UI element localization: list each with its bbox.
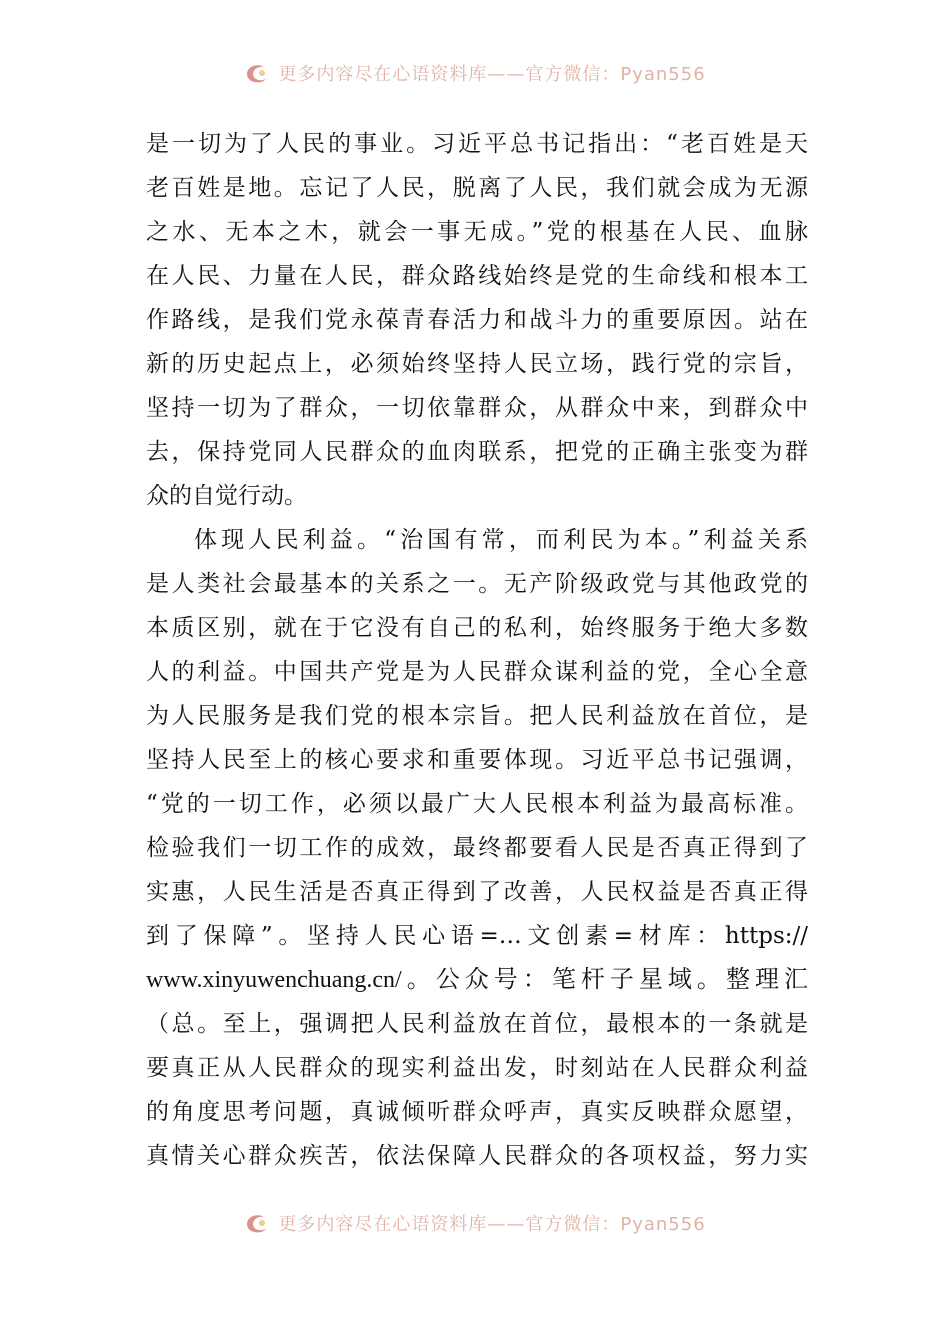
text-line: （总。至上，强调把人民利益放在首位，最根本的一条就是 [146,1011,808,1037]
text-line: 众的自觉行动。 [146,483,307,509]
text-line: 在人民、力量在人民，群众路线始终是党的生命线和根本工 [146,263,808,289]
text-line: 坚持人民至上的核心要求和重要体现。习近平总书记强调， [146,747,808,773]
text-line: 是人类社会最基本的关系之一。无产阶级政党与其他政党的 [146,571,808,597]
text-line: 新的历史起点上，必须始终坚持人民立场，践行党的宗旨， [146,351,808,377]
footer-watermark [0,1208,950,1238]
logo-icon [244,1210,270,1236]
text-line: www.xinyuwenchuang.cn/。公众号：笔杆子星域。整理汇 [146,967,808,993]
text-line: 本质区别，就在于它没有自己的私利，始终服务于绝大多数 [146,615,808,641]
text-line: 人的利益。中国共产党是为人民群众谋利益的党，全心全意 [146,659,808,685]
text-line: 要真正从人民群众的现实利益出发，时刻站在人民群众利益 [146,1055,808,1081]
text-line: 真情关心群众疾苦，依法保障人民群众的各项权益，努力实 [146,1143,808,1169]
text-line: 去，保持党同人民群众的血肉联系，把党的正确主张变为群 [146,439,808,465]
document-body [146,122,808,1178]
text-line: 是一切为了人民的事业。习近平总书记指出：“老百姓是天 [146,131,808,157]
text-line: 实惠，人民生活是否真正得到了改善，人民权益是否真正得 [146,879,808,905]
text-line: “党的一切工作，必须以最广大人民根本利益为最高标准。 [146,791,808,817]
watermark-text: 更多内容尽在心语资料库——官方微信：Pyan556 [278,1214,706,1235]
text-line: 作路线，是我们党永葆青春活力和战斗力的重要原因。站在 [146,307,808,333]
text-line: 坚持一切为了群众，一切依靠群众，从群众中来，到群众中 [146,395,808,421]
logo-icon [244,60,270,86]
text-line: 之水、无本之木，就会一事无成。”党的根基在人民、血脉 [146,219,808,245]
watermark-text: 更多内容尽在心语资料库——官方微信：Pyan556 [278,64,706,85]
text-line: 的角度思考问题，真诚倾听群众呼声，真实反映群众愿望， [146,1099,808,1125]
header-watermark [0,58,950,88]
text-line: 检验我们一切工作的成效，最终都要看人民是否真正得到了 [146,835,808,861]
text-line: 老百姓是地。忘记了人民，脱离了人民，我们就会成为无源 [146,175,808,201]
text-line: 为人民服务是我们党的根本宗旨。把人民利益放在首位，是 [146,703,808,729]
text-line: 到了保障”。坚持人民心语=…文创素=材库：https:// [146,923,808,949]
paragraph-start-line: 体现人民利益。“治国有常，而利民为本。”利益关系 [194,527,808,553]
